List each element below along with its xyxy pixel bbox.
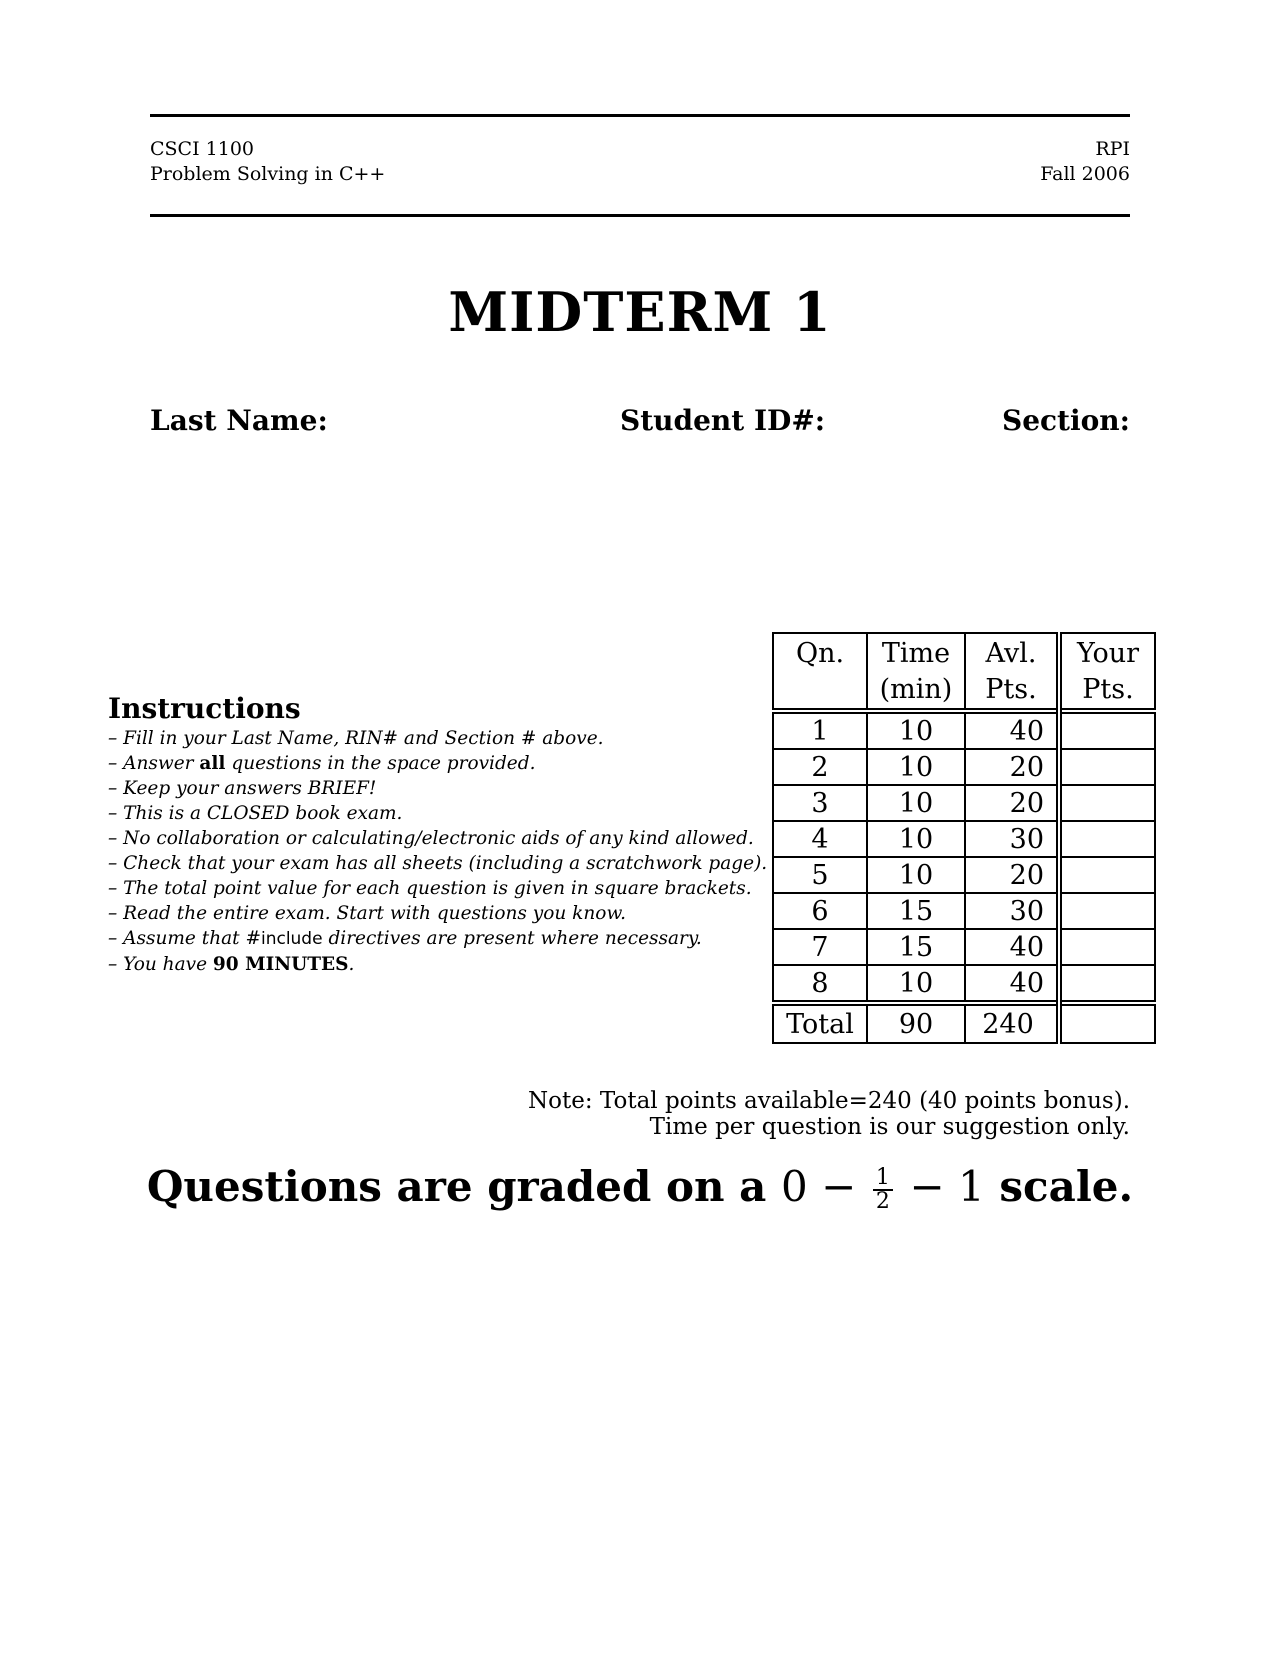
- instructions-list: [108, 726, 767, 977]
- scale-text: scale.: [984, 1162, 1134, 1211]
- pts-cell: 40: [965, 965, 1059, 1003]
- fraction-numerator: 1: [873, 1167, 893, 1191]
- total-time: 90: [867, 1003, 965, 1043]
- list-item: [108, 751, 767, 776]
- course-code: CSCI 1100: [150, 138, 254, 160]
- table-row: [773, 749, 1155, 785]
- pts-cell: 30: [965, 821, 1059, 857]
- instr-text: – You have: [108, 954, 213, 975]
- table-header-row: [773, 633, 1155, 711]
- instr-text: directives are present where necessary.: [322, 928, 702, 949]
- note-line: Time per question is our suggestion only.: [649, 1114, 1130, 1140]
- your-pts-cell: [1059, 857, 1155, 893]
- table-row: [773, 893, 1155, 929]
- your-pts-cell: [1059, 929, 1155, 965]
- qn-cell: 3: [773, 785, 867, 821]
- note: [528, 1088, 1130, 1140]
- time-cell: 10: [867, 965, 965, 1003]
- time-cell: 10: [867, 785, 965, 821]
- time-cell: 15: [867, 893, 965, 929]
- qn-cell: 6: [773, 893, 867, 929]
- grading-scale: [0, 1162, 1280, 1213]
- school-name: RPI: [1095, 138, 1130, 160]
- exam-title: MIDTERM 1: [448, 280, 832, 344]
- last-name-label: Last Name:: [150, 404, 328, 437]
- list-item: – No collaboration or calculating/electronic aids of any kind allowed.: [108, 828, 754, 849]
- list-item: – The total point value for each question is given in square brackets.: [108, 878, 752, 899]
- instr-text: – Answer: [108, 753, 200, 774]
- table-row: [773, 711, 1155, 749]
- your-pts-cell: [1059, 785, 1155, 821]
- fraction-half: [873, 1167, 893, 1213]
- fraction-denominator: 2: [875, 1189, 890, 1214]
- your-pts-cell: [1059, 965, 1155, 1003]
- list-item: [108, 952, 767, 977]
- list-item: – This is a CLOSED book exam.: [108, 803, 403, 824]
- list-item: – Keep your answers BRIEF!: [108, 778, 377, 799]
- total-your-pts: [1059, 1003, 1155, 1043]
- section-label: Section:: [1001, 404, 1130, 437]
- instructions-heading: Instructions: [108, 692, 301, 725]
- pts-cell: 20: [965, 857, 1059, 893]
- score-table: [772, 632, 1156, 1044]
- student-id-label: Student ID#:: [620, 404, 826, 437]
- instr-emphasis: all: [199, 753, 226, 774]
- your-pts-cell: [1059, 893, 1155, 929]
- time-cell: 10: [867, 711, 965, 749]
- header-top-rule: [150, 114, 1130, 117]
- table-row: [773, 965, 1155, 1003]
- qn-cell: 8: [773, 965, 867, 1003]
- instr-text: .: [348, 954, 355, 975]
- list-item: – Read the entire exam. Start with questions you know.: [108, 903, 626, 924]
- total-pts: 240: [965, 1003, 1059, 1043]
- instr-code: include: [260, 929, 323, 949]
- time-cell: 10: [867, 749, 965, 785]
- instr-text: questions in the space provided.: [225, 753, 536, 774]
- list-item: – Check that your exam has all sheets (including a scratchwork page).: [108, 853, 768, 874]
- time-cell: 15: [867, 929, 965, 965]
- scale-one: − 1: [909, 1162, 985, 1211]
- header-time: Time (min): [867, 633, 965, 711]
- course-info: [150, 137, 385, 187]
- qn-cell: 2: [773, 749, 867, 785]
- qn-cell: 5: [773, 857, 867, 893]
- term: Fall 2006: [1040, 163, 1130, 185]
- scale-text: Questions are graded on a: [146, 1162, 781, 1211]
- header-your-pts: Your Pts.: [1059, 633, 1155, 711]
- table-total-row: [773, 1003, 1155, 1043]
- your-pts-cell: [1059, 821, 1155, 857]
- total-label: Total: [773, 1003, 867, 1043]
- your-pts-cell: [1059, 749, 1155, 785]
- time-cell: 10: [867, 857, 965, 893]
- table-row: [773, 857, 1155, 893]
- scale-zero: 0 −: [781, 1162, 857, 1211]
- pts-cell: 30: [965, 893, 1059, 929]
- qn-cell: 1: [773, 711, 867, 749]
- pts-cell: 40: [965, 711, 1059, 749]
- school-info: [1040, 137, 1130, 187]
- table-row: [773, 821, 1155, 857]
- time-cell: 10: [867, 821, 965, 857]
- qn-cell: 7: [773, 929, 867, 965]
- pts-cell: 20: [965, 749, 1059, 785]
- course-name: Problem Solving in C++: [150, 163, 386, 185]
- your-pts-cell: [1059, 711, 1155, 749]
- note-line: Note: Total points available=240 (40 points bonus).: [528, 1088, 1130, 1114]
- instr-text: – Assume that #: [108, 928, 261, 949]
- table-row: [773, 929, 1155, 965]
- qn-cell: 4: [773, 821, 867, 857]
- header-bottom-rule: [150, 214, 1130, 217]
- pts-cell: 20: [965, 785, 1059, 821]
- list-item: [108, 926, 767, 952]
- table-row: [773, 785, 1155, 821]
- header-qn: Qn.: [773, 633, 867, 711]
- instr-emphasis: 90 MINUTES: [212, 954, 349, 975]
- header-avl-pts: Avl. Pts.: [965, 633, 1059, 711]
- list-item: – Fill in your Last Name, RIN# and Section # above.: [108, 728, 604, 749]
- pts-cell: 40: [965, 929, 1059, 965]
